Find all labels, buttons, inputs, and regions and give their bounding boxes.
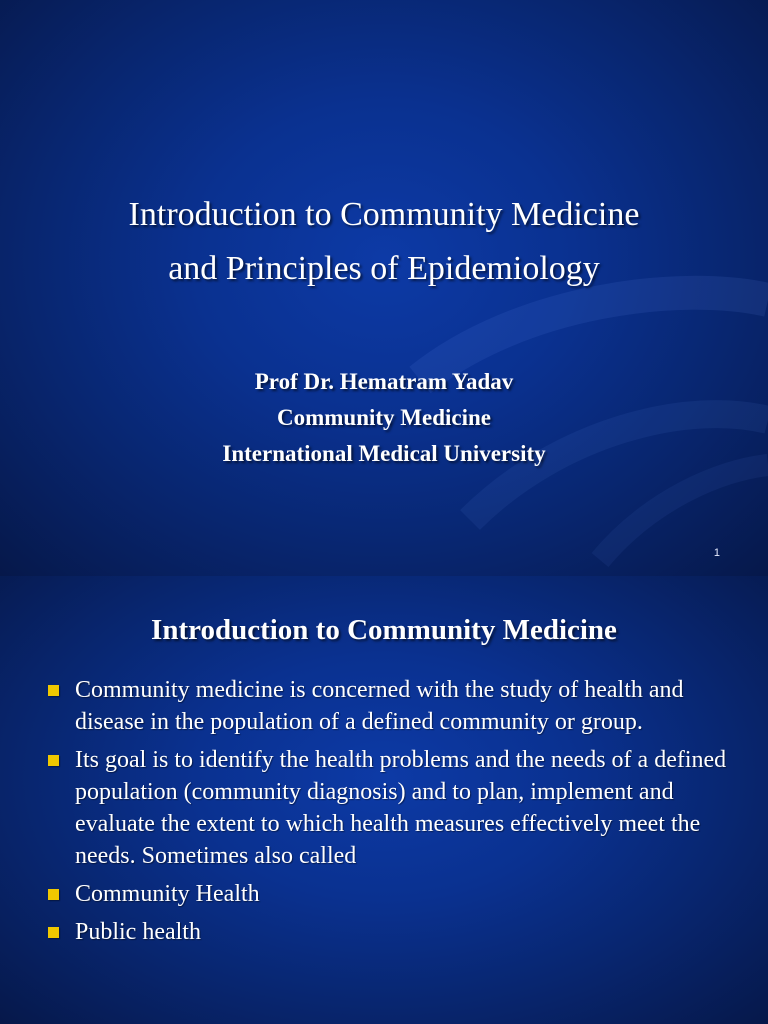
author-name: Prof Dr. Hematram Yadav — [254, 369, 514, 394]
title-line: Introduction to Community Medicine — [128, 196, 640, 233]
bullet-text: Public health — [75, 919, 201, 945]
list-item — [46, 916, 736, 948]
bullet-text: Its goal is to identify the health problems and the needs of a defined population (community diagnosis) and to plan, implement and evaluate the extent to which health measures effectively meet the needs. Sometimes also called — [75, 747, 727, 869]
list-item — [46, 674, 736, 738]
author-department: Community Medicine — [276, 405, 491, 430]
slide-number: 1 — [713, 547, 720, 559]
bullet-text: Community Health — [75, 881, 260, 907]
bullet-text: Community medicine is concerned with the study of health and disease in the population of a defined community or group. — [75, 677, 684, 735]
slide-title — [0, 188, 768, 296]
slide-title: Introduction to Community Medicine — [151, 614, 617, 646]
title-line: and Principles of Epidemiology — [168, 250, 600, 287]
square-bullet-icon — [48, 927, 59, 938]
square-bullet-icon — [48, 889, 59, 900]
list-item — [46, 878, 736, 910]
author-block — [0, 364, 768, 472]
square-bullet-icon — [48, 755, 59, 766]
author-institution: International Medical University — [222, 441, 546, 466]
square-bullet-icon — [48, 685, 59, 696]
bullet-list — [46, 674, 736, 954]
list-item — [46, 744, 736, 872]
